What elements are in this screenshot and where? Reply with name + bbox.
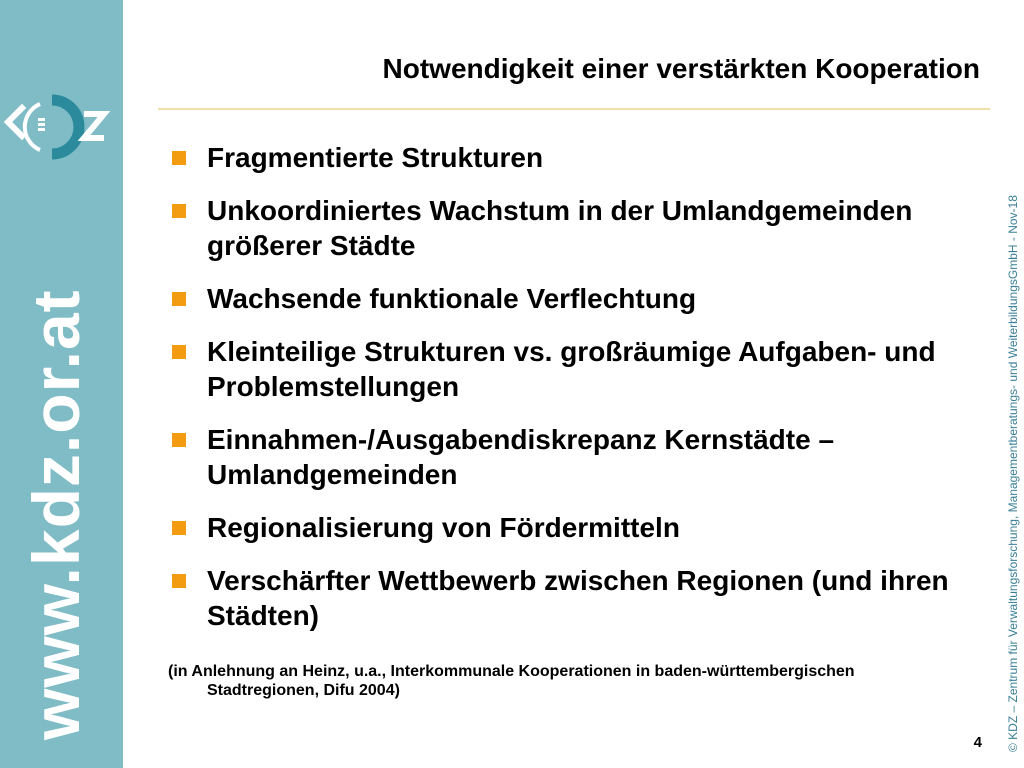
kdz-logo <box>0 90 123 185</box>
copyright-notice: © KDZ – Zentrum für Verwaltungsforschung, Managementberatungs- und WeiterbildungsGmbH - Nov-18 <box>1006 195 1020 752</box>
bullet-square-icon <box>172 292 186 306</box>
bullet-text: Einnahmen-/Ausgabendiskrepanz Kernstädte – Umlandgemeinden <box>207 424 835 490</box>
bullet-item <box>168 193 968 263</box>
sidebar <box>0 0 123 768</box>
bullet-item <box>168 563 968 633</box>
bullet-square-icon <box>172 574 186 588</box>
title-divider <box>158 108 990 110</box>
bullet-square-icon <box>172 204 186 218</box>
site-url: www.kdz.or.at <box>19 289 93 740</box>
bullet-text: Unkoordiniertes Wachstum in der Umlandgemeinden größerer Städte <box>207 195 913 261</box>
bullet-text: Wachsende funktionale Verflechtung <box>207 283 697 314</box>
slide-title: Notwendigkeit einer verstärkten Kooperation <box>382 53 980 84</box>
bullet-square-icon <box>172 433 186 447</box>
bullet-square-icon <box>172 521 186 535</box>
bullet-square-icon <box>172 151 186 165</box>
bullet-text: Verschärfter Wettbewerb zwischen Regionen (und ihren Städten) <box>207 565 949 631</box>
bullet-item <box>168 510 968 545</box>
bullet-item <box>168 334 968 404</box>
page-number: 4 <box>973 734 982 751</box>
bullet-item <box>168 422 968 492</box>
bullet-square-icon <box>172 345 186 359</box>
bullet-item <box>168 140 968 175</box>
bullet-text: Kleinteilige Strukturen vs. großräumige Aufgaben- und Problemstellungen <box>207 336 936 402</box>
bullet-text: Regionalisierung von Fördermitteln <box>207 512 680 543</box>
bullet-list <box>168 140 968 633</box>
bullet-item <box>168 281 968 316</box>
bullet-text: Fragmentierte Strukturen <box>207 142 544 173</box>
source-citation: (in Anlehnung an Heinz, u.a., Interkommunale Kooperationen in baden-württembergischen Stadtregionen, Difu 2004) <box>168 663 855 699</box>
